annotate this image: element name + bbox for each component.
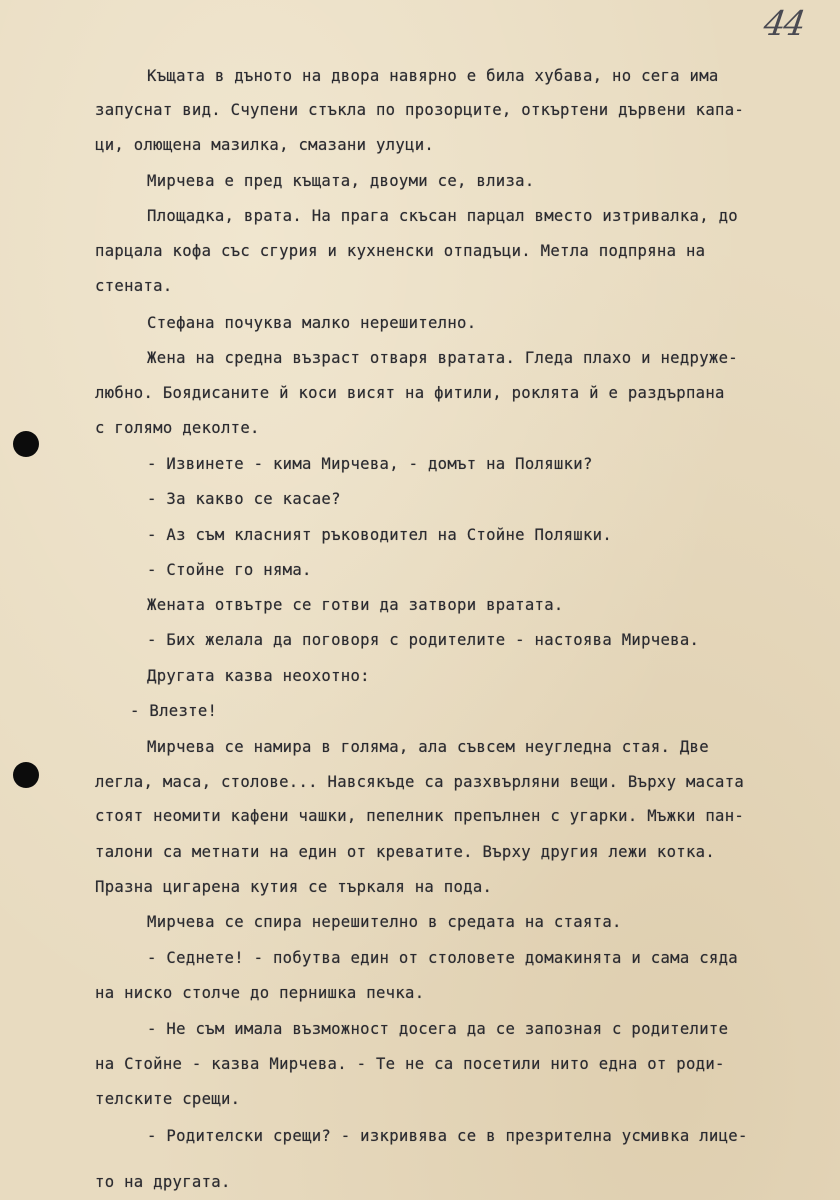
text-line: запуснат вид. Счупени стъкла по прозорците, откъртени дървени капа- xyxy=(95,101,745,119)
text-line: Площадка, врата. На прага скъсан парцал вместо изтривалка, до xyxy=(147,207,738,225)
text-line: легла, маса, столове... Навсякъде са разхвърляни вещи. Върху масата xyxy=(95,773,745,791)
text-line: - Седнете! - побутва един от столовете домакинята и сама сяда xyxy=(147,949,738,967)
text-line: Мирчева се спира нерешително в средата на стаята. xyxy=(147,913,622,931)
text-line: с голямо деколте. xyxy=(95,419,260,437)
text-line: телските срещи. xyxy=(95,1090,241,1108)
punch-hole xyxy=(13,431,39,457)
text-line: Стефана почуква малко нерешително. xyxy=(147,314,477,332)
text-line: - За какво се касае? xyxy=(147,490,341,508)
text-line: Мирчева е пред къщата, двоуми се, влиза. xyxy=(147,172,535,190)
text-line: - Родителски срещи? - изкривява се в презрителна усмивка лице- xyxy=(147,1127,748,1145)
text-line: талони са метнати на един от креватите. Върху другия лежи котка. xyxy=(95,843,716,861)
text-line: Празна цигарена кутия се търкаля на пода. xyxy=(95,878,493,896)
text-line: Другата казва неохотно: xyxy=(147,667,370,685)
text-line: любно. Боядисаните й коси висят на фитили, роклята й е раздърпана xyxy=(95,384,725,402)
text-line: - Аз съм класният ръководител на Стойне Поляшки. xyxy=(147,526,613,544)
text-line: на Стойне - казва Мирчева. - Те не са посетили нито една от роди- xyxy=(95,1055,725,1073)
text-line: стената. xyxy=(95,277,173,295)
text-line: то на другата. xyxy=(95,1173,231,1191)
punch-hole xyxy=(13,762,39,788)
text-line: стоят неомити кафени чашки, пепелник препълнен с угарки. Мъжки пан- xyxy=(95,807,745,825)
text-line: ци, олющена мазилка, смазани улуци. xyxy=(95,136,435,154)
page-number: 44 xyxy=(761,4,807,44)
text-line: Жената отвътре се готви да затвори вратата. xyxy=(147,596,564,614)
text-line: - Стойне го няма. xyxy=(147,561,312,579)
text-line: на ниско столче до пернишка печка. xyxy=(95,984,425,1002)
text-line: - Извинете - кима Мирчева, - домът на Поляшки? xyxy=(147,455,593,473)
text-line: Мирчева се намира в голяма, ала съвсем неугледна стая. Две xyxy=(147,738,709,756)
text-line: парцала кофа със сгурия и кухненски отпадъци. Метла подпряна на xyxy=(95,242,706,260)
text-line: Жена на средна възраст отваря вратата. Гледа плахо и недруже- xyxy=(147,349,738,367)
text-line: - Влезте! xyxy=(130,702,218,720)
text-line: - Не съм имала възможност досега да се запозная с родителите xyxy=(147,1020,729,1038)
text-line: Къщата в дъното на двора навярно е била хубава, но сега има xyxy=(147,67,719,85)
text-line: - Бих желала да поговоря с родителите - настоява Мирчева. xyxy=(147,631,700,649)
